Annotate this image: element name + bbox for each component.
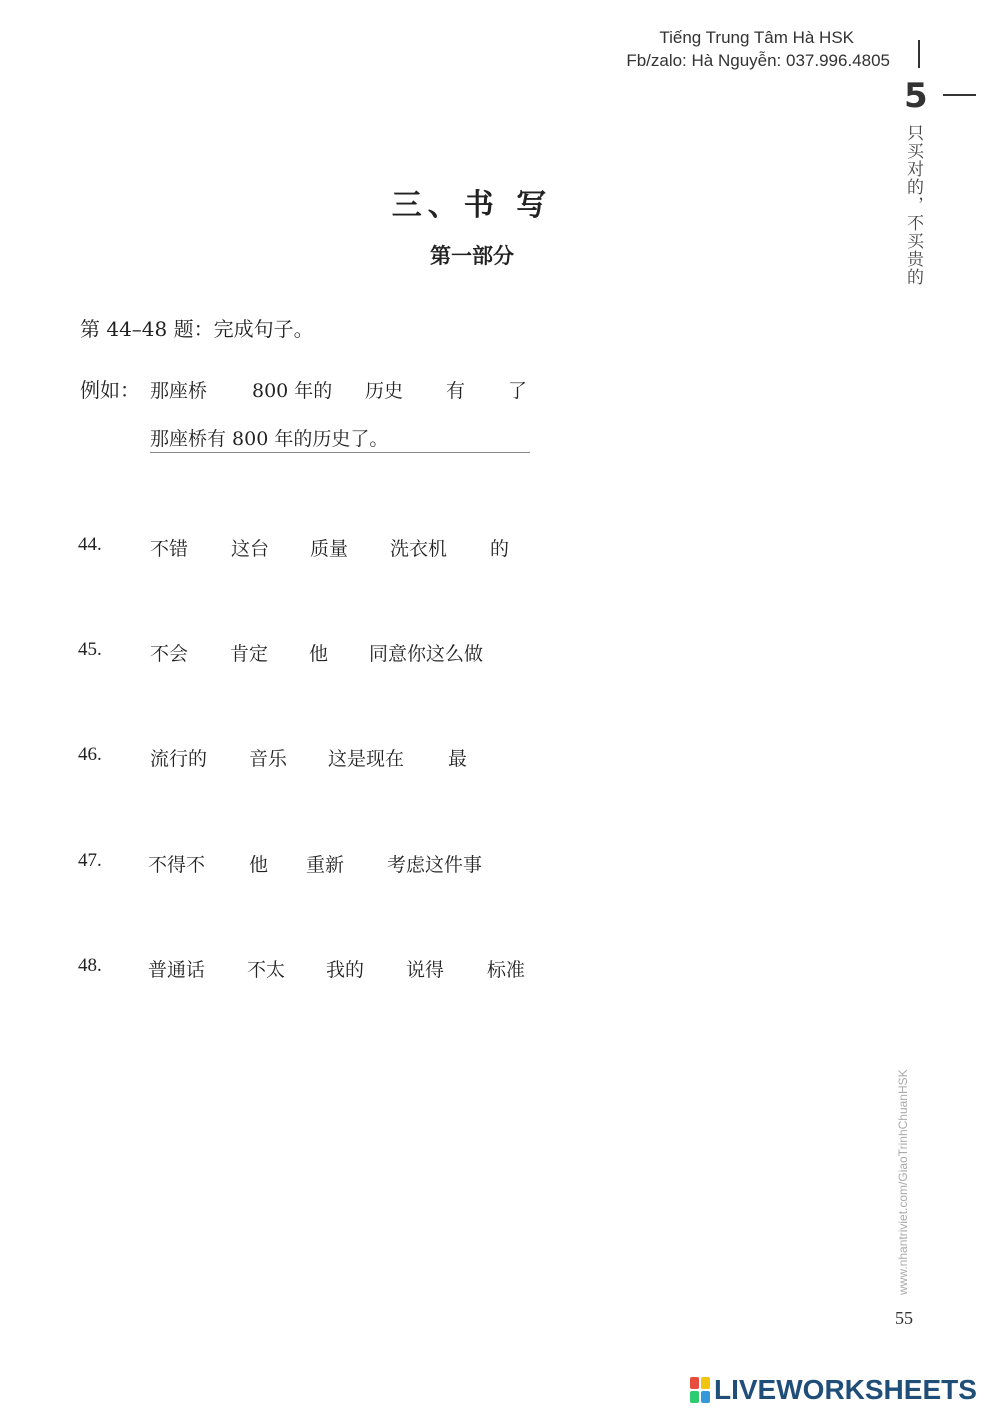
question-word: 洗衣机 (390, 538, 448, 560)
question-word: 不太 (247, 959, 286, 981)
question-word: 肯定 (230, 643, 269, 665)
page-number: 55 (895, 1308, 913, 1328)
question-word: 他 (309, 643, 329, 665)
example-word: 历史 (365, 380, 404, 402)
question-word: 质量 (310, 538, 349, 560)
answer-underline (150, 452, 530, 453)
question-word: 我的 (326, 959, 365, 981)
example-word: 了 (508, 380, 528, 402)
header-line-2: Fb/zalo: Hà Nguyễn: 037.996.4805 (626, 51, 890, 70)
question-number: 46. (78, 744, 102, 765)
section-title: 三、书 写 (391, 188, 553, 223)
question-number: 44. (78, 534, 102, 555)
liveworksheets-logo[interactable] (690, 1374, 977, 1406)
chapter-title: 只买对的，不买贵的 (903, 124, 923, 286)
logo-square (690, 1377, 699, 1389)
question-word: 这台 (231, 538, 270, 560)
example-label: 例如： (80, 378, 140, 402)
header-line-1: Tiếng Trung Tâm Hà HSK (659, 28, 854, 47)
question-word: 说得 (406, 959, 445, 981)
logo-square (690, 1391, 699, 1403)
question-word: 同意你这么做 (369, 643, 484, 665)
chapter-divider-horizontal (943, 94, 976, 96)
question-word: 考虑这件事 (387, 854, 483, 876)
example-word: 有 (446, 380, 466, 402)
part-title: 第一部分 (430, 243, 514, 268)
question-word: 不错 (150, 538, 189, 560)
logo-icon (690, 1377, 710, 1403)
logo-text: LIVEWORKSHEETS (714, 1374, 977, 1405)
question-word: 音乐 (249, 748, 288, 770)
logo-square (701, 1377, 710, 1389)
question-word: 最 (448, 748, 468, 770)
example-word: 那座桥 (150, 380, 208, 402)
question-word: 这是现在 (328, 748, 405, 770)
example-word: 800 年的 (252, 380, 333, 402)
question-word: 他 (249, 854, 269, 876)
question-number: 47. (78, 850, 102, 871)
question-word: 普通话 (148, 959, 206, 981)
chapter-number: 5 (904, 76, 928, 116)
question-word: 不会 (150, 643, 189, 665)
question-word: 重新 (306, 854, 345, 876)
question-number: 48. (78, 955, 102, 976)
instruction: 第 44–48 题：完成句子。 (80, 317, 314, 341)
logo-square (701, 1391, 710, 1403)
question-word: 的 (490, 538, 510, 560)
chapter-divider-vertical (918, 40, 920, 68)
question-word: 标准 (487, 959, 526, 981)
watermark: www.nhantriviet.com/GiaoTrinhChuanHSK (896, 1069, 910, 1295)
question-number: 45. (78, 639, 102, 660)
example-answer: 那座桥有 800 年的历史了。 (150, 428, 389, 450)
question-word: 流行的 (150, 748, 208, 770)
question-word: 不得不 (148, 854, 206, 876)
